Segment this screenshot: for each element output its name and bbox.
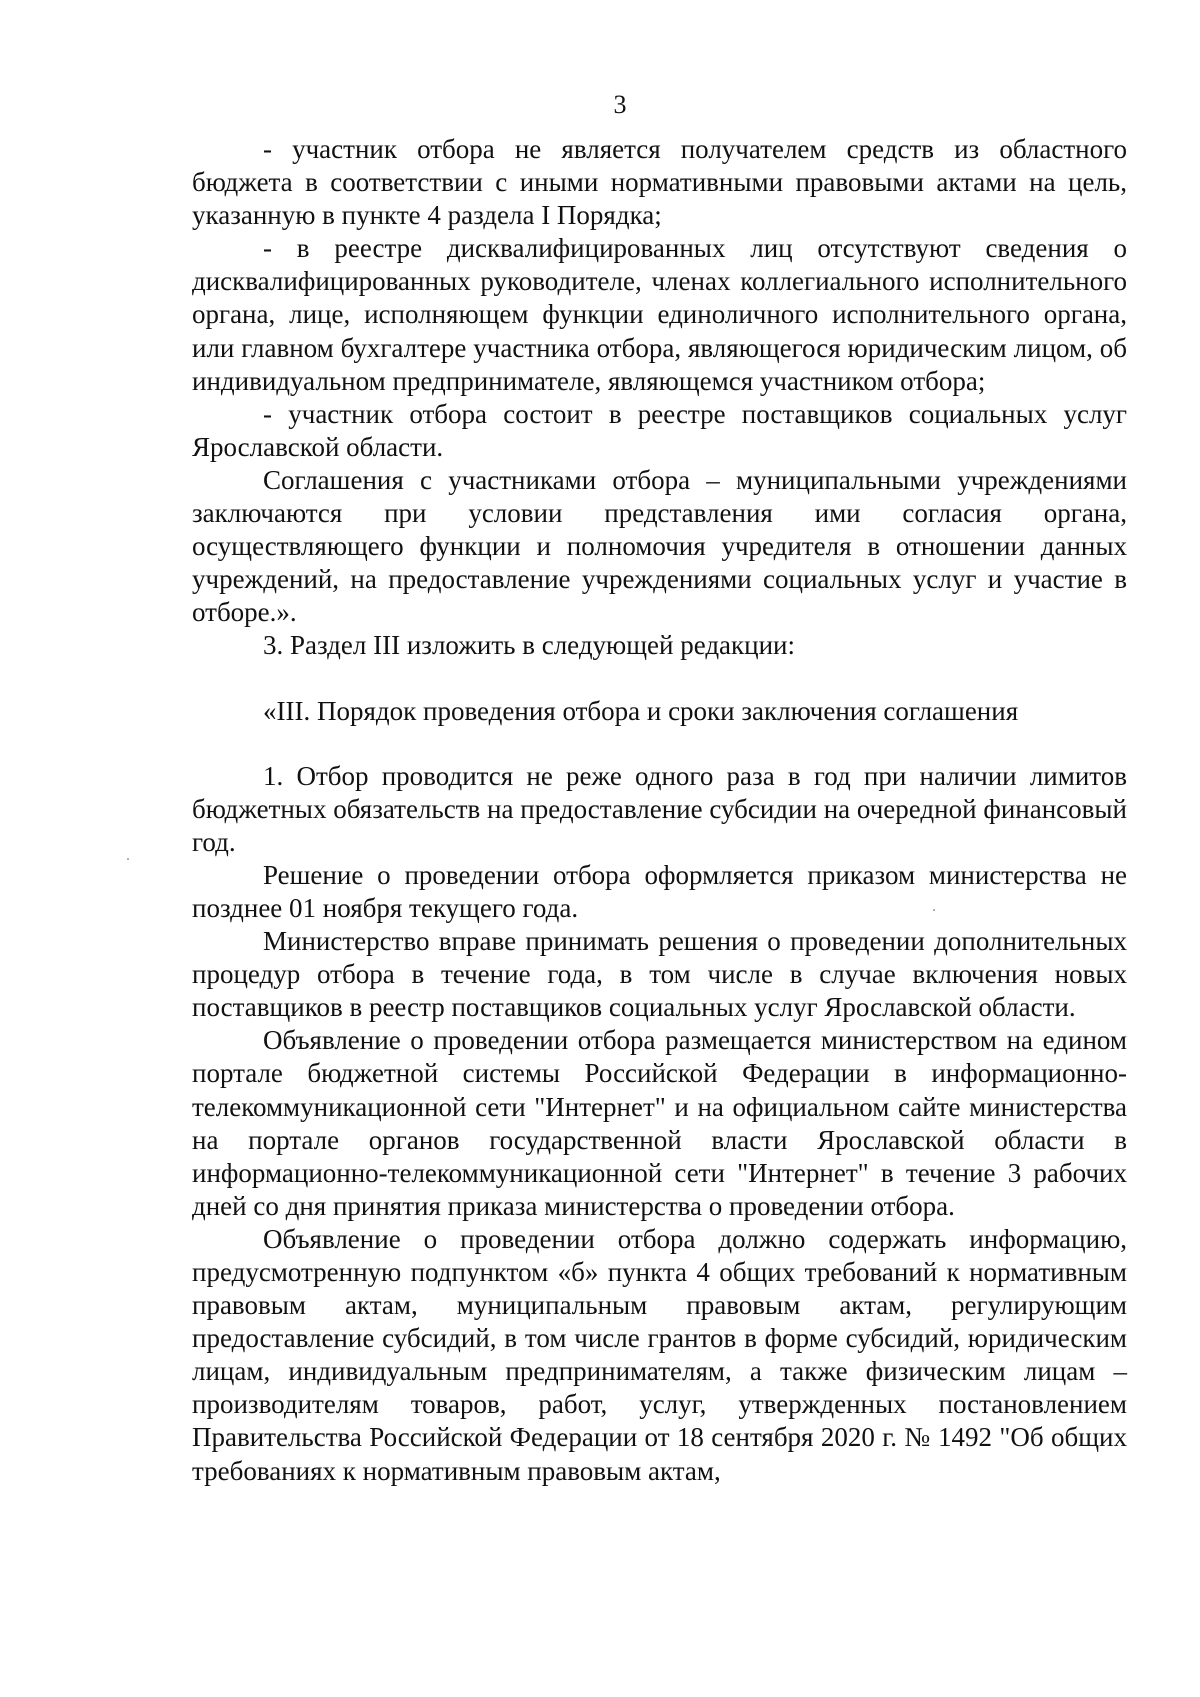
paragraph-requirement-provider-registry: - участник отбора состоит в реестре поставщиков социальных услуг Ярославской области. <box>192 398 1127 462</box>
paragraph-announcement-placement: Объявление о проведении отбора размещается министерством на едином портале бюджетной системы Российской Федерации в информационно-телекоммуникационной сети "Интернет" и на официальном сайте министерства на портале органов государственной власти Ярославской области в информационно-телекоммуникационной сети "Интернет" в течение 3 рабочих дней со дня принятия приказа министерства о проведении отбора. <box>192 1025 1127 1221</box>
paragraph-requirement-disqualified-registry: - в реестре дисквалифицированных лиц отсутствуют сведения о дисквалифицированных руководителе, членах коллегиального исполнительного органа, лице, исполняющем функции единоличного исполнительного органа, или главном бухгалтере участника отбора, являющегося юридическим лицом, об индивидуальном предпринимателе, являющемся участником отбора; <box>192 233 1127 396</box>
paragraph-requirement-not-recipient: - участник отбора не является получателем средств из областного бюджета в соответствии с иными нормативными правовыми актами на цель, указанную в пункте 4 раздела I Порядка; <box>192 134 1127 231</box>
paragraph-selection-frequency: 1. Отбор проводится не реже одного раза в год при наличии лимитов бюджетных обязательств на предоставление субсидии на очередной финансовый год. <box>192 760 1127 857</box>
section-heading: «III. Порядок проведения отбора и сроки заключения соглашения <box>263 695 1019 726</box>
page-number: 3 <box>613 90 627 119</box>
document-body <box>192 133 1127 1488</box>
paragraph-section-amendment: 3. Раздел III изложить в следующей редакции: <box>263 630 796 661</box>
paragraph-announcement-content: Объявление о проведении отбора должно содержать информацию, предусмотренную подпунктом «б» пункта 4 общих требований к нормативным правовым актам, муниципальным правовым актам, регулирующим предоставление субсидий, в том числе грантов в форме субсидий, юридическим лицам, индивидуальным предпринимателям, а также физическим лицам – производителям товаров, работ, услуг, утвержденных постановлением Правительства Российской Федерации от 18 сентября 2020 г. № 1492 "Об общих требованиях к нормативным правовым актам, <box>192 1223 1127 1486</box>
scan-speck <box>127 858 129 860</box>
paragraph-additional-procedures: Министерство вправе принимать решения о проведении дополнительных процедур отбора в течение года, в том числе в случае включения новых поставщиков в реестр поставщиков социальных услуг Ярославской области. <box>192 926 1127 1023</box>
paragraph-selection-decision: Решение о проведении отбора оформляется приказом министерства не позднее 01 ноября текущего года. <box>192 859 1127 923</box>
paragraph-agreements-municipal: Соглашения с участниками отбора – муниципальными учреждениями заключаются при условии представления ими согласия органа, осуществляющего функции и полномочия учредителя в отношении данных учреждений, на предоставление учреждениями социальных услуг и участие в отборе.». <box>192 464 1127 628</box>
scan-speck <box>933 909 935 911</box>
